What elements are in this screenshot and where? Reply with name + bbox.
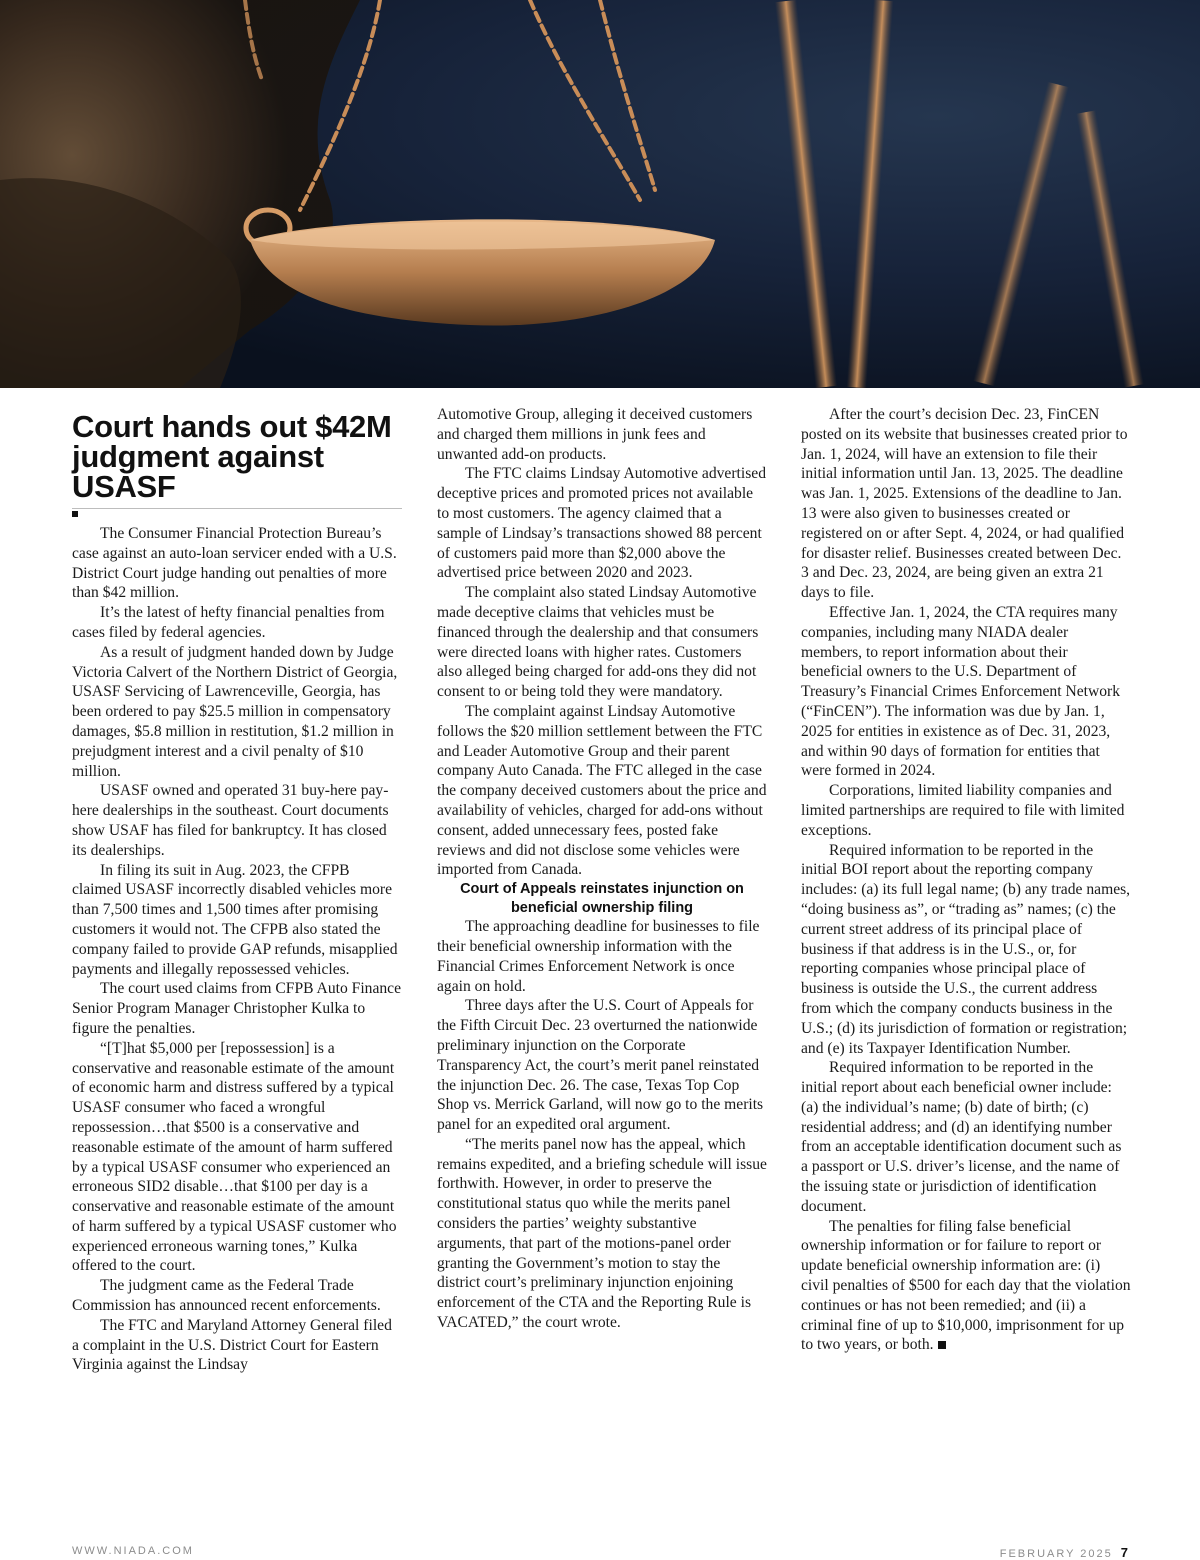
paragraph: The Consumer Financial Protection Bureau’s case against an auto-loan servicer ended with a U.S. District Court judge handing out penalties of more than $42 million. [72,525,397,602]
paragraph-final-text: The penalties for filing false beneficial ownership information or for failure to report or update beneficial ownership information are: (i) civil penalties of $500 for each day that the violation continues or has not been remedied; and (ii) a criminal fine of up to $10,000, imprisonment for up to two years, or both. [801,1217,1131,1354]
paragraph: The FTC claims Lindsay Automotive advertised deceptive prices and promoted prices not available to most customers. The agency claimed that a sample of Lindsay’s transactions showed 88 percent of customers paid more than $2,000 above the advertised price between 2020 and 2023. [437,465,766,582]
scales-of-justice-illustration [0,0,1200,388]
paragraph-continued: Automotive Group, alleging it deceived customers and charged them millions in junk fees and unwanted add-on products. [437,406,753,463]
paragraph: After the court’s decision Dec. 23, FinCEN posted on its website that businesses created prior to Jan. 1, 2024, will have an extension to file their initial information until Jan. 13, 2025. The deadline was Jan. 1, 2025. Extensions of the deadline to Jan. 13 were also given to businesses created or registered on or after Sept. 4, 2024, or had qualified for disaster relief. Businesses created between Dec. 3 and Dec. 23, 2024, are being given an extra 21 days to file. [801,406,1128,602]
paragraph: USASF owned and operated 31 buy-here pay-here dealerships in the southeast. Court documents show USAF has filed for bankruptcy. It has closed its dealerships. [72,782,389,859]
paragraph: The complaint also stated Lindsay Automotive made deceptive claims that vehicles must be financed through the dealership and that consumers were directed loans with higher rates. Customers also alleged being charged for add-ons they did not consent to or being told they were mandatory. [437,584,759,701]
paragraph: Required information to be reported in the initial report about each beneficial owner include: (a) the individual’s name; (b) date of birth; (c) residential address; and (d) an identifying number from an acceptable identification document such as a passport or U.S. driver’s license, and the name of the issuing state or jurisdiction of identification document. [801,1059,1122,1215]
paragraph: “[T]hat $5,000 per [repossession] is a conservative and reasonable estimate of the amount of economic harm and distress suffered by a typical USASF consumer who faced a wrongful repossession…that $500 is a conservative and reasonable estimate of the amount of harm suffered by a typical USASF consumer who experienced an erroneous SID2 disable…that $100 per day is a conservative and reasonable estimate of the amount of harm suffered by a typical USASF customer who experienced erroneous warning tones,” Kulka offered to the court. [72,1039,397,1275]
paragraph: The court used claims from CFPB Auto Finance Senior Program Manager Christopher Kulka to figure the penalties. [72,980,402,1037]
article-column-2 [437,405,767,1333]
paragraph: “The merits panel now has the appeal, which remains expedited, and a briefing schedule will issue forthwith. However, in order to preserve the constitutional status quo while the merits panel considers the parties’ weighty substantive arguments, that part of the motions-panel order granting the Government’s motion to stay the district court’s preliminary injunction enjoining enforcement of the CTA and the Reporting Rule is VACATED,” the court wrote. [437,1135,767,1332]
paragraph-final [801,1217,1131,1356]
paragraph: Three days after the U.S. Court of Appeals for the Fifth Circuit Dec. 23 overturned the nationwide preliminary injunction on the Corporate Transparency Act, the court’s merit panel reinstated the injunction Dec. 26. The case, Texas Top Cop Shop vs. Merrick Garland, will now go to the merits panel for an expedited oral argument. [437,997,764,1134]
paragraph: Effective Jan. 1, 2024, the CTA requires many companies, including many NIADA dealer members, to report information about their beneficial owners to the U.S. Department of Treasury’s Financial Crimes Enforcement Network (“FinCEN”). The information was due by Jan. 1, 2025 for entities in existence as of Dec. 31, 2023, and within 90 days of formation for entities that were formed in 2024. [801,603,1121,780]
paragraph: Required information to be reported in the initial BOI report about the reporting company includes: (a) its full legal name; (b) any trade names, “doing business as”, or “trading as” names; (c) the current street address of its principal place of business if that address is in the U.S., or, for reporting companies whose principal place of business is outside the U.S., the current address from which the company conducts business in the U.S.; (d) its jurisdiction of formation or registration; and (e) its Taxpayer Identification Number. [801,841,1131,1057]
article-column-3 [801,405,1131,1355]
paragraph: The judgment came as the Federal Trade Commission has announced recent enforcements. [72,1277,381,1315]
paragraph: Corporations, limited liability companies and limited partnerships are required to file with limited exceptions. [801,782,1125,839]
page-number: 7 [1120,1545,1128,1560]
paragraph: In filing its suit in Aug. 2023, the CFPB claimed USASF incorrectly disabled vehicles more than 7,500 times and 1,500 times after promising customers it would not. The CFPB also stated the company failed to provide GAP refunds, misapplied payments and illegally repossessed vehicles. [72,861,398,978]
hero-image [0,0,1200,388]
paragraph: The approaching deadline for businesses to file their beneficial ownership information with the Financial Crimes Enforcement Network is once again on hold. [437,918,760,995]
end-mark-icon [938,1341,946,1349]
headline-divider [72,508,402,522]
paragraph: As a result of judgment handed down by Judge Victoria Calvert of the Northern District of Georgia, USASF Servicing of Lawrenceville, Georgia, has been ordered to pay $25.5 million in compensatory damages, $5.8 million in restitution, $1.2 million in prejudgment interest and a civil penalty of $10 million. [72,643,398,780]
footer-issue-date: FEBRUARY 2025 [999,1548,1113,1560]
paragraph: It’s the latest of hefty financial penalties from cases filed by federal agencies. [72,604,385,641]
footer-website: WWW.NIADA.COM [72,1545,194,1557]
paragraph: The FTC and Maryland Attorney General filed a complaint in the U.S. District Court for Eastern Virginia against the Lindsay [72,1316,392,1374]
paragraph: The complaint against Lindsay Automotive follows the $20 million settlement between the FTC and Leader Automotive Group and their parent company Auto Canada. The FTC alleged in the case the company deceived customers about the price and availability of vehicles, charged for add-ons without consent, added unnecessary fees, posted fake reviews and did not disclose some vehicles were imported from Canada. [437,702,767,879]
article-column-1 [72,409,402,1375]
section-subhead: Court of Appeals reinstates injunction on beneficial ownership filing [460,881,744,916]
article-headline: Court hands out $42M judgment against USASF [72,409,392,504]
